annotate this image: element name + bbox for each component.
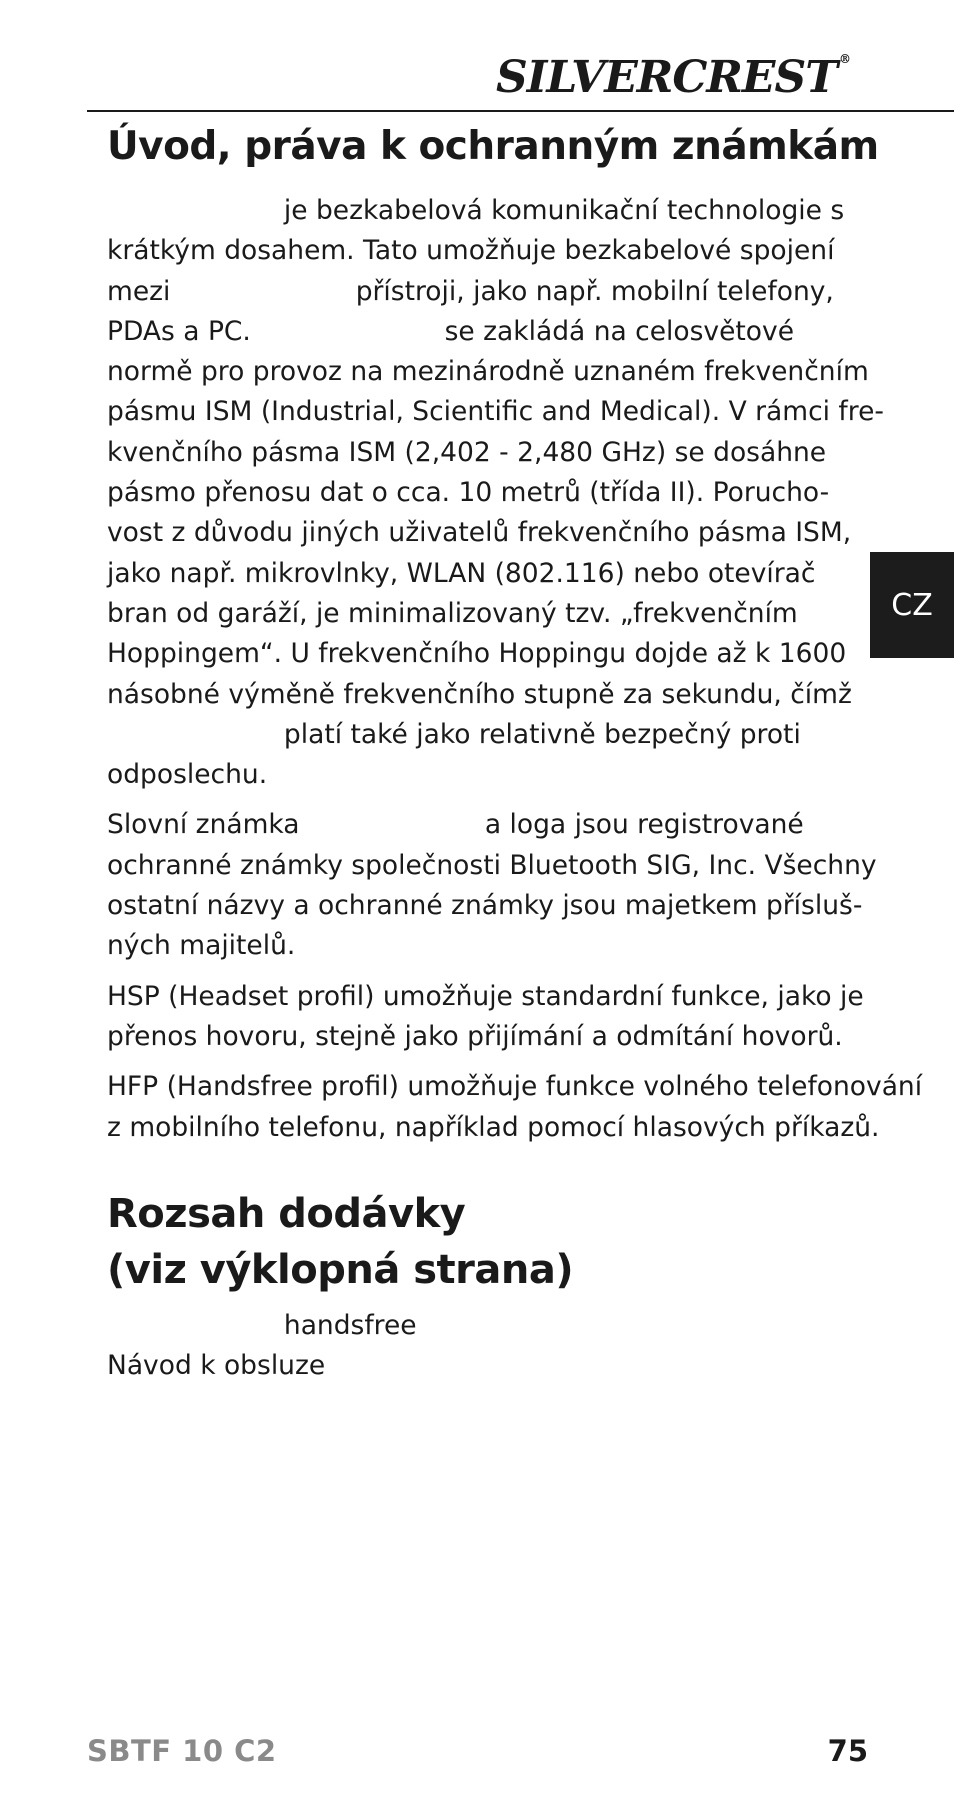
delivery-title-line-2: (viz výklopná strana): [107, 1247, 574, 1293]
delivery-title-line-1: Rozsah dodávky: [107, 1191, 466, 1237]
paragraph-line: z mobilního telefonu, například pomocí hlasových příkazů.: [107, 1111, 880, 1143]
paragraph-line: ostatní názvy a ochranné známky jsou majetkem přísluš-: [107, 890, 863, 922]
brand-name: SILVERCREST: [496, 52, 837, 103]
language-tab-label: CZ: [891, 587, 933, 623]
paragraph: [107, 805, 877, 966]
paragraph-line: Hoppingem“. U frekvenčního Hoppingu dojde až k 1600: [107, 638, 847, 670]
paragraph-line: mezi přístroji, jako např. mobilní telefony,: [107, 275, 834, 307]
section-title-delivery: [107, 1186, 573, 1298]
footer-model: SBTF 10 C2: [87, 1734, 277, 1768]
paragraph-line: krátkým dosahem. Tato umožňuje bezkabelové spojení: [107, 235, 835, 267]
paragraph-line: normě pro provoz na mezinárodně uznaném frekvenčním: [107, 356, 869, 388]
paragraph-line: PDAs a PC. se zakládá na celosvětové: [107, 315, 794, 347]
paragraph-line: odposlechu.: [107, 759, 268, 791]
paragraph: [107, 1067, 923, 1148]
page-number: 75: [827, 1734, 868, 1768]
paragraph-line: bran od garáží, je minimalizovaný tzv. „frekvenčním: [107, 597, 798, 629]
paragraph-line: jako např. mikrovlnky, WLAN (802.116) nebo otevírač: [107, 557, 816, 589]
delivery-item: Návod k obsluze: [107, 1350, 326, 1382]
registered-mark: ®: [839, 52, 850, 66]
paragraph: [107, 977, 867, 1058]
paragraph-line: pásmu ISM (Industrial, Scientific and Medical). V rámci fre-: [107, 396, 884, 428]
section-title-intro: Úvod, práva k ochranným známkám: [107, 124, 879, 169]
paragraph-line: HSP (Headset profil) umožňuje standardní funkce, jako je: [107, 980, 864, 1012]
header-rule: [87, 110, 954, 112]
language-tab: [870, 552, 954, 658]
paragraph-line: násobné výměně frekvenčního stupně za sekundu, čímž: [107, 678, 852, 710]
paragraph: [107, 191, 884, 795]
brand-logo: [496, 52, 850, 103]
paragraph-line: platí také jako relativně bezpečný proti: [107, 718, 801, 750]
paragraph-line: vost z důvodu jiných uživatelů frekvenčního pásma ISM,: [107, 517, 852, 549]
paragraph-line: přenos hovoru, stejně jako přijímání a odmítání hovorů.: [107, 1020, 843, 1052]
paragraph-line: je bezkabelová komunikační technologie s: [107, 195, 845, 226]
paragraph-line: HFP (Handsfree profil) umožňuje funkce volného telefonování: [107, 1071, 923, 1103]
paragraph-line: ochranné známky společnosti Bluetooth SIG, Inc. Všechny: [107, 849, 877, 881]
paragraph-line: pásmo přenosu dat o cca. 10 metrů (třída II). Porucho-: [107, 477, 830, 509]
paragraph-line: kvenčního pásma ISM (2,402 - 2,480 GHz) se dosáhne: [107, 436, 827, 468]
delivery-item: handsfree: [107, 1310, 417, 1341]
paragraph-line: ných majitelů.: [107, 930, 296, 962]
paragraph-line: Slovní známka a loga jsou registrované: [107, 809, 804, 841]
delivery-list: [107, 1306, 867, 1387]
